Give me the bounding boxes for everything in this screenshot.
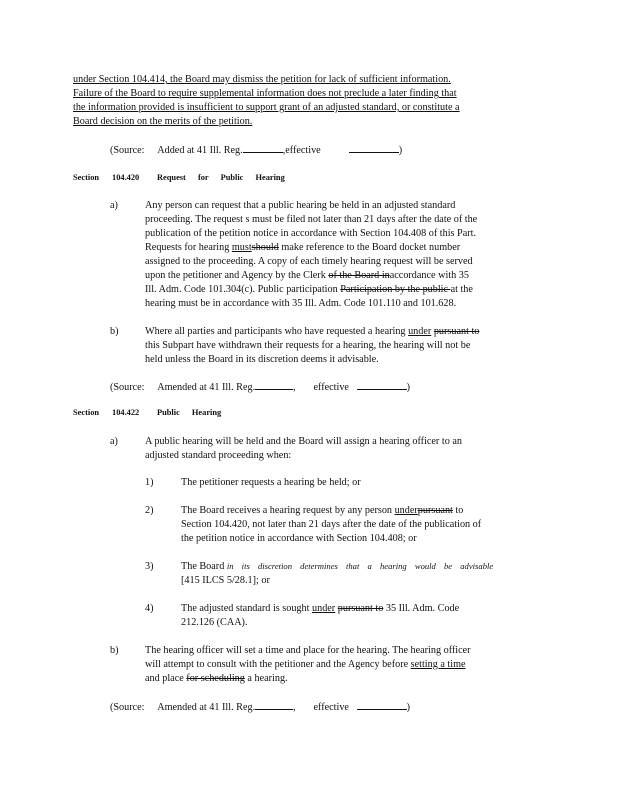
para-line: the petition notice in accordance with Section 104.408; or: [181, 533, 417, 544]
para-line: The petitioner requests a hearing be held; or: [181, 477, 361, 488]
effective-blank: [357, 380, 407, 390]
intro-line-4: Board decision on the merits of the petition.: [73, 116, 253, 127]
item-label: b): [110, 645, 119, 656]
intro-line-1: under Section 104.414, the Board may dismiss the petition for lack of sufficient information.: [73, 74, 451, 85]
item-label: b): [110, 326, 119, 337]
para-line: Ill. Adm. Code 101.304(c). Public participation Participation by the public at the: [145, 284, 473, 295]
reg-blank: [255, 380, 293, 390]
para-line: adjusted standard proceeding when:: [145, 450, 292, 461]
para-line: Any person can request that a public hearing be held in an adjusted standard: [145, 200, 456, 211]
source-note-2: (Source: Amended at 41 Ill. Reg. , effective ): [110, 382, 411, 393]
para-line: A public hearing will be held and the Board will assign a hearing officer to an: [145, 436, 462, 447]
para-line: proceeding. The request s must be filed not later than 21 days after the date of the: [145, 214, 478, 225]
intro-line-3: the information provided is insufficient to support grant of an adjusted standard, or constitute a: [73, 102, 460, 113]
para-line: this Subpart have withdrawn their requests for a hearing, the hearing will not be: [145, 340, 471, 351]
sub-item-label: 3): [145, 561, 154, 572]
para-line: upon the petitioner and Agency by the Clerk of the Board inaccordance with 35: [145, 270, 469, 281]
para-line: publication of the petition notice in accordance with Section 104.408 of this Part.: [145, 228, 477, 239]
reg-blank: [255, 700, 293, 710]
sub-item-label: 4): [145, 603, 154, 614]
reg-blank: [243, 143, 283, 153]
para-line: The adjusted standard is sought under pursuant to 35 Ill. Adm. Code: [181, 603, 460, 614]
sub-item-label: 2): [145, 505, 154, 516]
source-note-3: (Source: Amended at 41 Ill. Reg. , effective ): [110, 702, 411, 713]
para-line: will attempt to consult with the petitioner and the Agency before setting a time: [145, 659, 466, 670]
section-label: Section: [73, 408, 100, 417]
para-line: hearing must be in accordance with 35 Ill. Adm. Code 101.110 and 101.628.: [145, 298, 457, 309]
section-title: Public Hearing: [157, 408, 222, 417]
source-note-1: (Source: Added at 41 Ill. Reg. ,effective ): [110, 145, 403, 156]
para-line: 212.126 (CAA).: [181, 617, 248, 628]
para-line: held unless the Board in its discretion deems it advisable.: [145, 354, 379, 365]
para-line: Section 104.420, not later than 21 days after the date of the publication of: [181, 519, 482, 530]
para-line: The hearing officer will set a time and place for the hearing. The hearing officer: [145, 645, 471, 656]
item-label: a): [110, 436, 118, 447]
para-line: and place for scheduling a hearing.: [145, 673, 288, 684]
section-label: Section: [73, 173, 100, 182]
section-number: 104.420: [112, 173, 140, 182]
section-title: Request for Public Hearing: [157, 173, 285, 182]
sub-item-label: 1): [145, 477, 154, 488]
para-line: The Board receives a hearing request by any person underpursuant to: [181, 505, 464, 516]
intro-line-2: Failure of the Board to require supplemental information does not preclude a later finding that: [73, 88, 457, 99]
para-line: [415 ILCS 5/28.1]; or: [181, 575, 270, 586]
effective-blank: [357, 700, 407, 710]
section-number: 104.422: [112, 408, 140, 417]
effective-blank: [349, 143, 399, 153]
item-label: a): [110, 200, 118, 211]
para-line: Where all parties and participants who have requested a hearing under pursuant to: [145, 326, 480, 337]
para-line: assigned to the proceeding. A copy of each timely hearing request will be served: [145, 256, 473, 267]
para-line: Requests for hearing mustshould make reference to the Board docket number: [145, 242, 461, 253]
para-line: The Board in its discretion determines that a hearing would be advisable: [181, 561, 494, 572]
